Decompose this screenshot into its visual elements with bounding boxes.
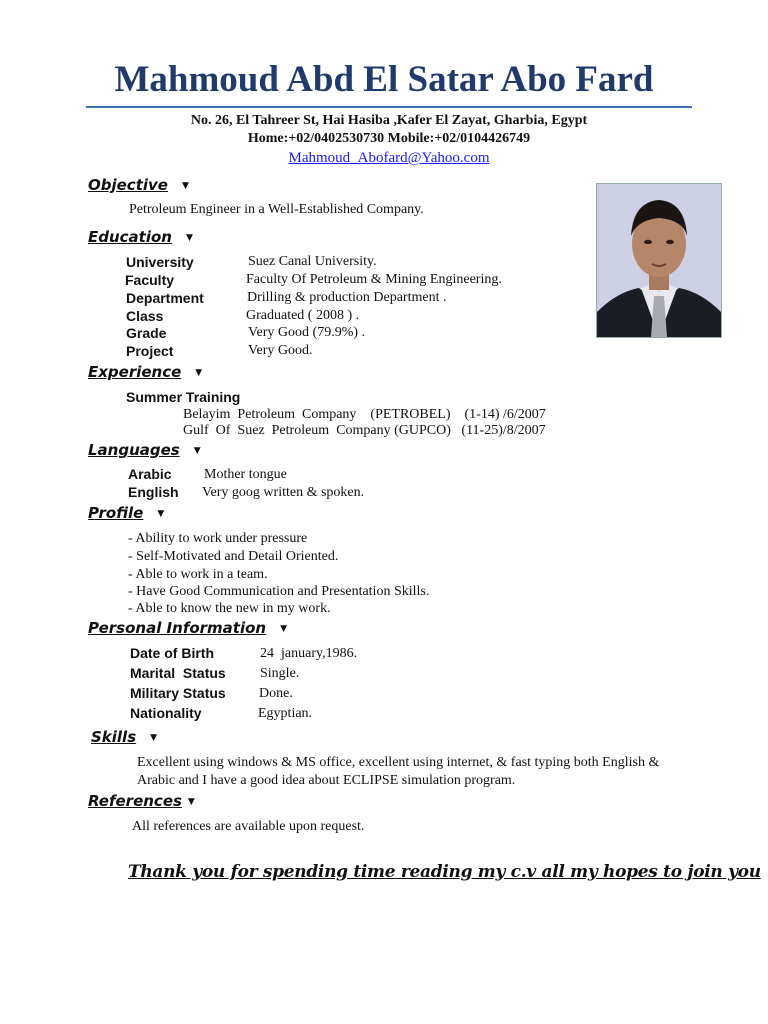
caret-down-icon: ▼ [280, 623, 288, 634]
profile-item: - Able to know the new in my work. [128, 601, 331, 616]
phone-numbers: Home:+02/0402530730 Mobile:+02/0104426749 [247, 131, 531, 146]
section-title: Profile [88, 504, 144, 522]
personal-label: Nationality [130, 705, 202, 721]
education-value: Drilling & production Department . [247, 290, 447, 305]
section-personal-information [88, 619, 287, 637]
caret-down-icon: ▼ [185, 232, 193, 243]
references-text: All references are available upon request. [132, 819, 365, 834]
education-value: Graduated ( 2008 ) . [246, 308, 360, 323]
section-title: Experience [88, 363, 182, 381]
caret-down-icon: ▼ [193, 445, 201, 456]
skills-text-line2: Arabic and I have a good idea about ECLIPSE simulation program. [137, 773, 516, 788]
closing-message: Thank you for spending time reading my c.v all my hopes to join you [128, 862, 761, 882]
section-languages [88, 441, 201, 459]
objective-text: Petroleum Engineer in a Well-Established Company. [129, 202, 424, 217]
header-divider [86, 106, 692, 108]
caret-down-icon: ▼ [150, 732, 158, 743]
section-title: References [88, 792, 182, 810]
language-label: Arabic [128, 466, 172, 482]
education-label: Grade [126, 325, 167, 341]
section-skills [91, 728, 157, 746]
section-experience [88, 363, 202, 381]
personal-value: 24 january,1986. [260, 646, 358, 661]
profile-item: - Able to work in a team. [128, 567, 268, 582]
section-title: Skills [91, 728, 137, 746]
section-title: Personal Information [88, 619, 267, 637]
language-value: Very goog written & spoken. [202, 485, 365, 500]
section-objective [88, 176, 189, 194]
personal-value: Done. [259, 686, 293, 701]
experience-line: Belayim Petroleum Company (PETROBEL) (1-14) /6/2007 [183, 407, 546, 422]
section-title: Education [88, 228, 172, 246]
personal-label: Military Status [130, 685, 226, 701]
profile-item: - Ability to work under pressure [128, 531, 308, 546]
education-label: Class [126, 308, 164, 324]
caret-down-icon: ▼ [195, 367, 203, 378]
email-link[interactable]: Mahmoud_Abofard@Yahoo.com [288, 150, 490, 166]
section-title: Languages [88, 441, 180, 459]
education-value: Very Good (79.9%) . [248, 325, 366, 340]
personal-label: Marital Status [130, 665, 226, 681]
section-references [88, 792, 195, 810]
caret-down-icon: ▼ [187, 796, 195, 807]
portrait-illustration [597, 184, 721, 337]
candidate-name: Mahmoud Abd El Satar Abo Fard [114, 59, 654, 100]
experience-line: Gulf Of Suez Petroleum Company (GUPCO) (11-25)/8/2007 [183, 423, 546, 438]
caret-down-icon: ▼ [181, 180, 189, 191]
personal-value: Single. [260, 666, 300, 681]
personal-label: Date of Birth [130, 645, 214, 661]
address: No. 26, El Tahreer St, Hai Hasiba ,Kafer El Zayat, Gharbia, Egypt [190, 113, 588, 128]
skills-text-line1: Excellent using windows & MS office, excellent using internet, & fast typing both English & [137, 755, 660, 770]
personal-value: Egyptian. [258, 706, 313, 721]
section-title: Objective [88, 176, 168, 194]
experience-subtitle: Summer Training [126, 389, 241, 405]
education-value: Very Good. [248, 343, 313, 358]
education-value: Suez Canal University. [248, 254, 377, 269]
portrait-photo [596, 183, 722, 338]
language-value: Mother tongue [204, 467, 287, 482]
profile-item: - Self-Motivated and Detail Oriented. [128, 549, 339, 564]
education-label: Faculty [125, 272, 175, 288]
profile-item: - Have Good Communication and Presentation Skills. [128, 584, 430, 599]
education-label: Department [126, 290, 204, 306]
education-value: Faculty Of Petroleum & Mining Engineering. [246, 272, 502, 287]
language-label: English [128, 484, 179, 500]
caret-down-icon: ▼ [157, 508, 165, 519]
section-profile [88, 504, 164, 522]
education-label: University [126, 254, 194, 270]
education-label: Project [126, 343, 174, 359]
section-education [88, 228, 193, 246]
